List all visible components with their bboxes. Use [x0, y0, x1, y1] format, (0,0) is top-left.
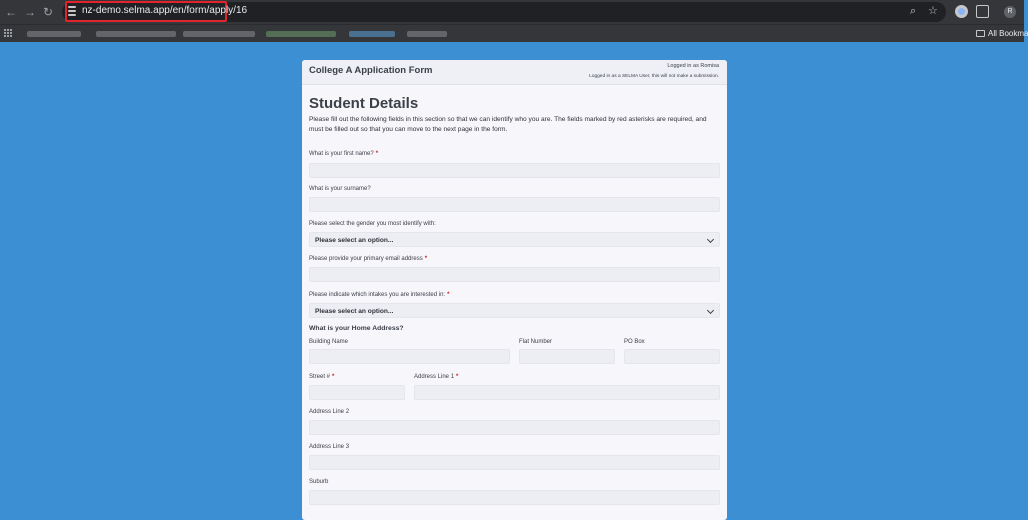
gender-select[interactable]: Please select an option... — [309, 232, 720, 247]
first-name-input[interactable] — [309, 163, 720, 178]
blurred-bookmark[interactable] — [266, 31, 336, 37]
zoom-icon[interactable]: ⌕ — [910, 5, 917, 17]
apps-icon[interactable] — [4, 29, 12, 37]
section-title: Student Details — [309, 95, 419, 112]
application-form-card — [302, 60, 727, 520]
extension-icon[interactable] — [955, 5, 968, 18]
chevron-down-icon — [707, 307, 714, 314]
email-label: Please provide your primary email address * — [309, 256, 428, 262]
profile-avatar[interactable]: R — [1004, 6, 1016, 18]
url-text[interactable]: nz-demo.selma.app/en/form/apply/16 — [82, 5, 248, 16]
blurred-bookmark[interactable] — [407, 31, 447, 37]
building-name-input[interactable] — [309, 349, 510, 364]
blurred-bookmark[interactable] — [349, 31, 395, 37]
suburb-input[interactable] — [309, 490, 720, 505]
bookmarks-bar — [0, 24, 1028, 42]
site-info-icon[interactable] — [68, 6, 76, 16]
suburb-label: Suburb — [309, 479, 329, 485]
home-address-heading: What is your Home Address? — [309, 325, 404, 332]
all-bookmarks-label: All Bookma — [988, 29, 1028, 38]
first-name-label: What is your first name? * — [309, 151, 379, 157]
gender-label: Please select the gender you most identify with: — [309, 221, 436, 227]
reload-icon[interactable]: ↻ — [42, 5, 54, 19]
blurred-bookmark[interactable] — [183, 31, 255, 37]
section-intro: Please fill out the following fields in this section so that we can identify who you are. The fields marked by red asterisks are required, and must be filled out so that you can move to the next page in the form. — [309, 116, 707, 133]
extensions-puzzle-icon[interactable] — [976, 5, 989, 18]
po-box-input[interactable] — [624, 349, 720, 364]
forward-icon[interactable]: → — [24, 5, 36, 19]
form-title: College A Application Form — [309, 65, 433, 76]
street-number-input[interactable] — [309, 385, 405, 400]
address-line-3-input[interactable] — [309, 455, 720, 470]
browser-toolbar — [0, 0, 1024, 24]
chevron-down-icon — [707, 236, 714, 243]
street-number-label: Street # * — [309, 374, 335, 380]
surname-input[interactable] — [309, 197, 720, 212]
form-header — [302, 60, 727, 85]
logged-in-label: Logged in as Romisa — [667, 63, 719, 69]
blurred-bookmark[interactable] — [27, 31, 81, 37]
back-icon[interactable]: ← — [5, 5, 17, 19]
address-line-2-label: Address Line 2 — [309, 409, 350, 415]
building-name-label: Building Name — [309, 339, 349, 345]
logged-in-note: Logged in as a SELMA User, this will not make a submission. — [589, 74, 719, 79]
all-bookmarks[interactable] — [976, 29, 1028, 38]
address-line-1-input[interactable] — [414, 385, 720, 400]
intakes-label: Please indicate which intakes you are interested in: * — [309, 292, 450, 298]
surname-label: What is your surname? — [309, 186, 371, 192]
intakes-select[interactable]: Please select an option... — [309, 303, 720, 318]
bookmark-star-icon[interactable]: ☆ — [928, 5, 938, 17]
folder-icon — [976, 30, 985, 37]
po-box-label: PO Box — [624, 339, 645, 345]
address-line-1-label: Address Line 1 * — [414, 374, 459, 380]
blurred-bookmark[interactable] — [96, 31, 176, 37]
flat-number-input[interactable] — [519, 349, 615, 364]
flat-number-label: Flat Number — [519, 339, 553, 345]
email-input[interactable] — [309, 267, 720, 282]
address-line-3-label: Address Line 3 — [309, 444, 350, 450]
address-line-2-input[interactable] — [309, 420, 720, 435]
